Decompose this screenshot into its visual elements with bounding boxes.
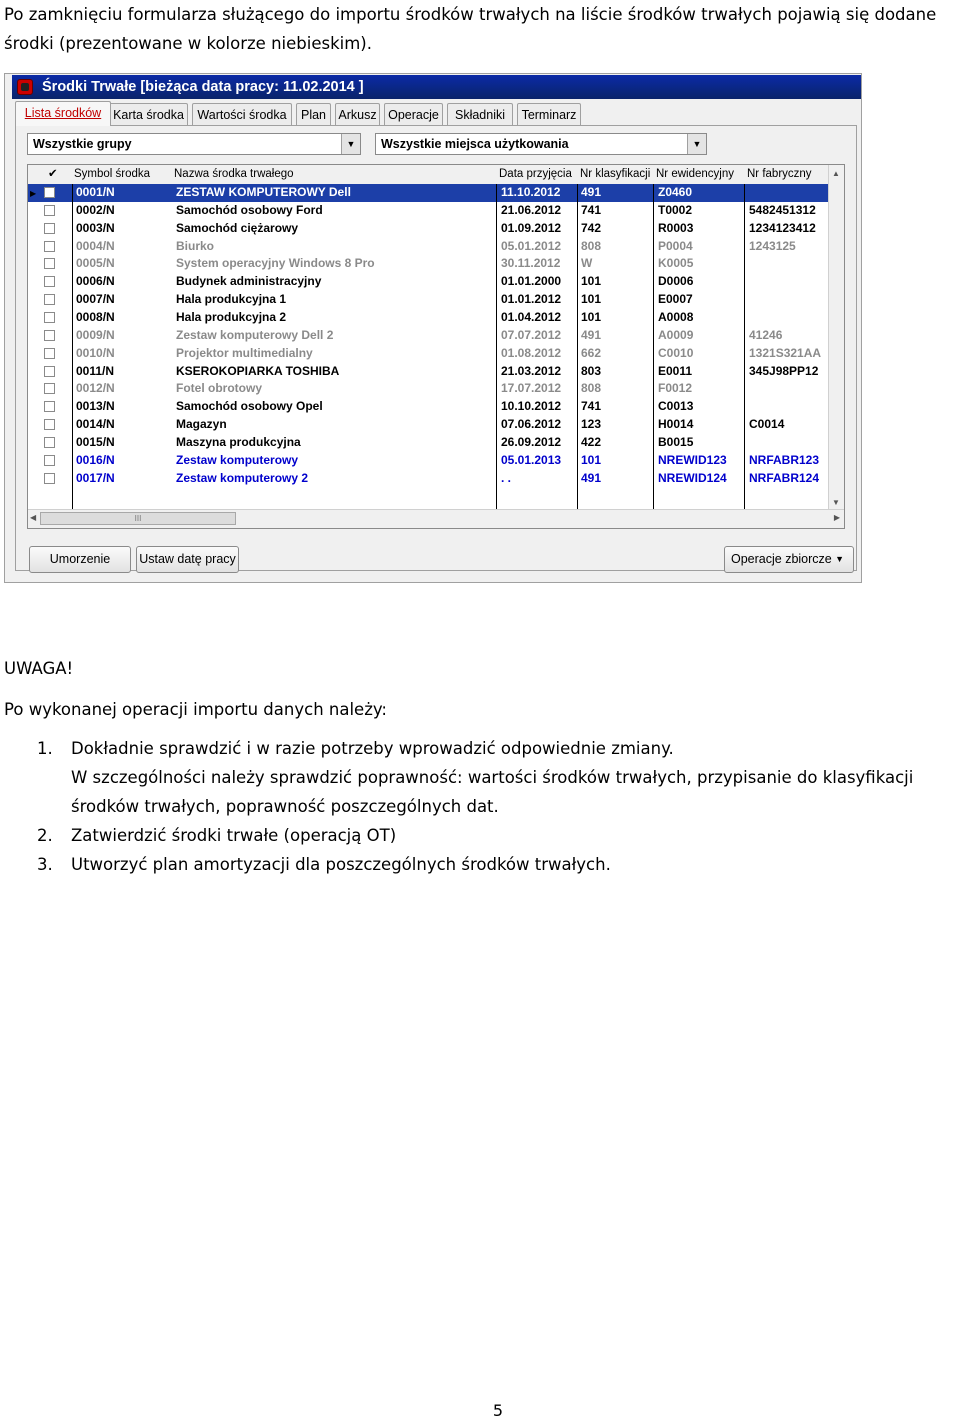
- cell-fabr: [749, 255, 831, 273]
- cell-date: 01.01.2012: [501, 292, 562, 307]
- cell-date: . .: [501, 470, 512, 485]
- row-checkbox[interactable]: [44, 330, 55, 341]
- column-separator: [72, 184, 73, 510]
- cell-klas: 491: [581, 327, 602, 342]
- table-row[interactable]: [28, 380, 830, 398]
- cell-klas: 101: [581, 274, 602, 289]
- cell-date: 05.01.2013: [501, 452, 562, 467]
- row-checkbox[interactable]: [44, 473, 55, 484]
- column-separator: [653, 184, 654, 510]
- tab-strip: [15, 101, 855, 126]
- row-checkbox[interactable]: [44, 294, 55, 305]
- cell-date: 17.07.2012: [501, 381, 562, 396]
- cell-klas: 808: [581, 238, 602, 253]
- scroll-left-icon[interactable]: ◀: [30, 513, 37, 522]
- cell-ewid: D0006: [658, 274, 694, 289]
- step-item: [0, 734, 950, 763]
- cell-name: Samochód ciężarowy: [176, 220, 299, 235]
- cell-symbol: 0014/N: [76, 417, 115, 432]
- cell-ewid: Z0460: [658, 185, 693, 199]
- row-checkbox[interactable]: [44, 312, 55, 323]
- cell-symbol: 0008/N: [76, 309, 115, 324]
- cell-date: 30.11.2012: [501, 256, 561, 271]
- cell-fabr: [749, 380, 831, 398]
- dropdown-arrow-icon[interactable]: ▼: [687, 134, 706, 154]
- step-text: Utworzyć plan amortyzacji dla poszczególnych środków trwałych.: [71, 855, 611, 874]
- cell-klas: 662: [581, 345, 602, 360]
- bulk-operations-button[interactable]: [724, 546, 854, 573]
- cell-ewid: F0012: [658, 381, 693, 396]
- column-separator: [496, 184, 497, 510]
- cell-symbol: 0015/N: [76, 434, 115, 449]
- cell-fabr: [749, 273, 831, 291]
- cell-symbol: 0005/N: [76, 256, 115, 271]
- tab-2[interactable]: Karta środka: [109, 103, 188, 125]
- table-row[interactable]: [28, 434, 830, 452]
- cell-date: 01.04.2012: [501, 309, 562, 324]
- table-row[interactable]: [28, 202, 830, 220]
- cell-ewid: E0011: [658, 363, 693, 378]
- tab-1[interactable]: Lista środków: [15, 101, 111, 126]
- steps-list: [0, 734, 950, 879]
- row-checkbox[interactable]: [44, 419, 55, 430]
- table-row[interactable]: [28, 309, 830, 327]
- depreciation-button[interactable]: Umorzenie: [29, 546, 131, 573]
- cell-klas: 741: [581, 202, 602, 217]
- fixed-assets-window: [4, 73, 862, 583]
- cell-fabr: [749, 398, 831, 416]
- set-work-date-button[interactable]: Ustaw datę pracy: [136, 546, 239, 573]
- table-row[interactable]: [28, 273, 830, 291]
- cell-klas: 742: [581, 220, 602, 235]
- step-text: Dokładnie sprawdzić i w razie potrzeby wprowadzić odpowiednie zmiany.: [71, 739, 674, 758]
- step-item: [0, 763, 950, 821]
- cell-fabr: NRFABR123: [749, 452, 820, 467]
- tab-3[interactable]: Wartości środka: [192, 103, 292, 125]
- cell-name: Zestaw komputerowy 2: [176, 470, 309, 485]
- cell-date: 10.10.2012: [501, 399, 562, 414]
- cell-date: 01.09.2012: [501, 220, 562, 235]
- cell-name: Samochód osobowy Opel: [176, 399, 323, 414]
- cell-klas: 741: [581, 399, 602, 414]
- dropdown-arrow-icon: ▼: [835, 554, 844, 564]
- column-header[interactable]: Data przyjęcia: [499, 168, 572, 180]
- cell-fabr: 1234123412: [749, 220, 816, 235]
- row-checkbox[interactable]: [44, 187, 55, 198]
- table-row[interactable]: [28, 363, 830, 381]
- column-separator: [744, 184, 745, 510]
- cell-fabr: NRFABR124: [749, 470, 820, 485]
- cell-ewid: T0002: [658, 202, 693, 217]
- cell-symbol: 0011/N: [76, 363, 115, 378]
- cell-fabr: 345J98PP12: [749, 363, 819, 378]
- cell-symbol: 0012/N: [76, 381, 115, 396]
- cell-name: System operacyjny Windows 8 Pro: [176, 256, 375, 271]
- step-number: 3.: [37, 855, 53, 874]
- step-item: [0, 821, 950, 850]
- cell-symbol: 0009/N: [76, 327, 115, 342]
- cell-name: Zestaw komputerowy: [176, 452, 299, 467]
- cell-ewid: E0007: [658, 292, 693, 307]
- cell-klas: 808: [581, 381, 602, 396]
- step-item: [0, 850, 950, 879]
- row-checkbox[interactable]: [44, 205, 55, 216]
- cell-fabr: 41246: [749, 327, 783, 342]
- cell-name: Samochód osobowy Ford: [176, 202, 323, 217]
- scroll-down-icon[interactable]: ▼: [832, 498, 840, 507]
- cell-fabr: [749, 184, 831, 202]
- cell-name: Maszyna produkcyjna: [176, 434, 301, 449]
- cell-name: Magazyn: [176, 417, 227, 432]
- column-header[interactable]: Nr fabryczny: [747, 168, 812, 180]
- table-row[interactable]: [28, 398, 830, 416]
- table-row[interactable]: [28, 452, 830, 470]
- window-title-bar: [12, 75, 861, 99]
- cell-symbol: 0016/N: [76, 452, 115, 467]
- cell-date: 07.06.2012: [501, 417, 562, 432]
- cell-fabr: 1243125: [749, 238, 796, 253]
- cell-symbol: 0013/N: [76, 399, 115, 414]
- cell-symbol: 0001/N: [76, 185, 115, 199]
- row-checkbox[interactable]: [44, 258, 55, 269]
- warning-title: UWAGA!: [4, 659, 74, 678]
- row-checkbox[interactable]: [44, 437, 55, 448]
- table-header: [28, 165, 830, 185]
- cell-symbol: 0006/N: [76, 274, 115, 289]
- cell-name: Zestaw komputerowy Dell 2: [176, 327, 334, 342]
- cell-klas: 803: [581, 363, 602, 378]
- cell-ewid: NREWID123: [658, 452, 727, 467]
- row-checkbox[interactable]: [44, 383, 55, 394]
- vertical-scrollbar[interactable]: [828, 165, 844, 510]
- step-text: Zatwierdzić środki trwałe (operacją OT): [71, 826, 397, 845]
- cell-klas: 491: [581, 470, 602, 485]
- step-number: 2.: [37, 826, 53, 845]
- cell-date: 26.09.2012: [501, 434, 562, 449]
- row-checkbox[interactable]: [44, 348, 55, 359]
- cell-ewid: NREWID124: [658, 470, 727, 485]
- group-filter-dropdown[interactable]: [27, 133, 361, 155]
- cell-date: 01.01.2000: [501, 274, 562, 289]
- cell-date: 07.07.2012: [501, 327, 562, 342]
- warning-intro: Po wykonanej operacji importu danych należy:: [4, 700, 387, 719]
- cell-name: Fotel obrotowy: [176, 381, 262, 396]
- current-row-icon: ▶: [30, 189, 37, 198]
- scroll-up-icon[interactable]: ▲: [832, 169, 840, 178]
- cell-fabr: [749, 309, 831, 327]
- group-filter-value: Wszystkie grupy: [33, 137, 132, 151]
- table-body: [28, 184, 830, 510]
- cell-name: Biurko: [176, 238, 215, 253]
- cell-symbol: 0007/N: [76, 292, 115, 307]
- cell-ewid: H0014: [658, 417, 694, 432]
- cell-date: 11.10.2012: [501, 185, 561, 199]
- row-checkbox[interactable]: [44, 366, 55, 377]
- table-row[interactable]: [28, 238, 830, 256]
- cell-klas: 101: [581, 452, 602, 467]
- table-row[interactable]: [28, 416, 830, 434]
- row-checkbox[interactable]: [44, 455, 55, 466]
- cell-ewid: C0010: [658, 345, 694, 360]
- cell-fabr: [749, 291, 831, 309]
- tab-8[interactable]: Terminarz: [517, 103, 581, 125]
- cell-name: Budynek administracyjny: [176, 274, 322, 289]
- cell-klas: 101: [581, 292, 602, 307]
- list-panel: [15, 125, 857, 571]
- cell-ewid: P0004: [658, 238, 693, 253]
- row-checkbox[interactable]: [44, 241, 55, 252]
- cell-name: KSEROKOPIARKA TOSHIBA: [176, 363, 340, 378]
- cell-name: Projektor multimedialny: [176, 345, 313, 360]
- tab-7[interactable]: Składniki: [447, 103, 513, 125]
- column-header[interactable]: Nazwa środka trwałego: [174, 168, 294, 180]
- cell-ewid: B0015: [658, 434, 694, 449]
- cell-name: Hala produkcyjna 2: [176, 309, 287, 324]
- location-filter-value: Wszystkie miejsca użytkowania: [381, 137, 569, 151]
- page-number: 5: [492, 1401, 504, 1420]
- cell-fabr: C0014: [749, 417, 785, 432]
- app-icon: [17, 79, 33, 95]
- cell-symbol: 0017/N: [76, 470, 115, 485]
- column-header[interactable]: Nr klasyfikacji: [580, 168, 651, 180]
- cell-date: 01.08.2012: [501, 345, 562, 360]
- cell-name: ZESTAW KOMPUTEROWY Dell: [176, 185, 351, 199]
- cell-ewid: R0003: [658, 220, 694, 235]
- tab-6[interactable]: Operacje: [384, 103, 443, 125]
- cell-symbol: 0003/N: [76, 220, 115, 235]
- step-text: W szczególności należy sprawdzić poprawność: wartości środków trwałych, przypisanie do klasyfikacji środków trwałych, poprawność poszczególnych dat.: [71, 768, 914, 816]
- cell-date: 05.01.2012: [501, 238, 562, 253]
- row-checkbox[interactable]: [44, 223, 55, 234]
- cell-ewid: A0009: [658, 327, 694, 342]
- column-header[interactable]: ✔: [48, 168, 58, 180]
- cell-ewid: C0013: [658, 399, 694, 414]
- cell-symbol: 0002/N: [76, 202, 115, 217]
- scroll-right-icon[interactable]: ▶: [833, 513, 840, 522]
- cell-klas: 491: [581, 185, 602, 199]
- cell-ewid: K0005: [658, 256, 694, 271]
- cell-klas: 123: [581, 417, 602, 432]
- assets-table: [27, 164, 845, 529]
- cell-fabr: 5482451312: [749, 202, 816, 217]
- row-checkbox[interactable]: [44, 276, 55, 287]
- table-row[interactable]: [28, 220, 830, 238]
- column-separator: [577, 184, 578, 510]
- cell-klas: 422: [581, 434, 602, 449]
- cell-fabr: [749, 434, 831, 452]
- step-number: 1.: [37, 739, 53, 758]
- cell-klas: 101: [581, 309, 602, 324]
- cell-name: Hala produkcyjna 1: [176, 292, 287, 307]
- cell-ewid: A0008: [658, 309, 694, 324]
- cell-date: 21.03.2012: [501, 363, 562, 378]
- cell-date: 21.06.2012: [501, 202, 562, 217]
- table-row[interactable]: [28, 327, 830, 345]
- table-row[interactable]: [28, 291, 830, 309]
- row-checkbox[interactable]: [44, 401, 55, 412]
- cell-symbol: 0010/N: [76, 345, 115, 360]
- table-row[interactable]: [28, 345, 830, 363]
- table-row[interactable]: [28, 255, 830, 273]
- table-row[interactable]: [28, 184, 830, 202]
- column-header[interactable]: Nr ewidencyjny: [656, 168, 734, 180]
- window-title: Środki Trwałe [bieżąca data pracy: 11.02.2014 ]: [42, 79, 364, 95]
- bulk-operations-label: Operacje zbiorcze: [731, 552, 832, 566]
- cell-fabr: 1321S321AA: [749, 345, 822, 360]
- cell-klas: W: [581, 256, 593, 271]
- table-row[interactable]: [28, 470, 830, 488]
- scrollbar-thumb[interactable]: III: [40, 512, 236, 525]
- location-filter-dropdown[interactable]: [375, 133, 707, 155]
- intro-paragraph: Po zamknięciu formularza służącego do importu środków trwałych na liście środków trwałych pojawią się dodane środki (prezentowane w kolorze niebieskim).: [4, 5, 937, 53]
- tab-5[interactable]: Arkusz: [335, 103, 380, 125]
- column-header[interactable]: Symbol środka: [74, 168, 151, 180]
- cell-symbol: 0004/N: [76, 238, 115, 253]
- dropdown-arrow-icon[interactable]: ▼: [341, 134, 360, 154]
- horizontal-scrollbar[interactable]: [28, 509, 844, 528]
- tab-4[interactable]: Plan: [296, 103, 331, 125]
